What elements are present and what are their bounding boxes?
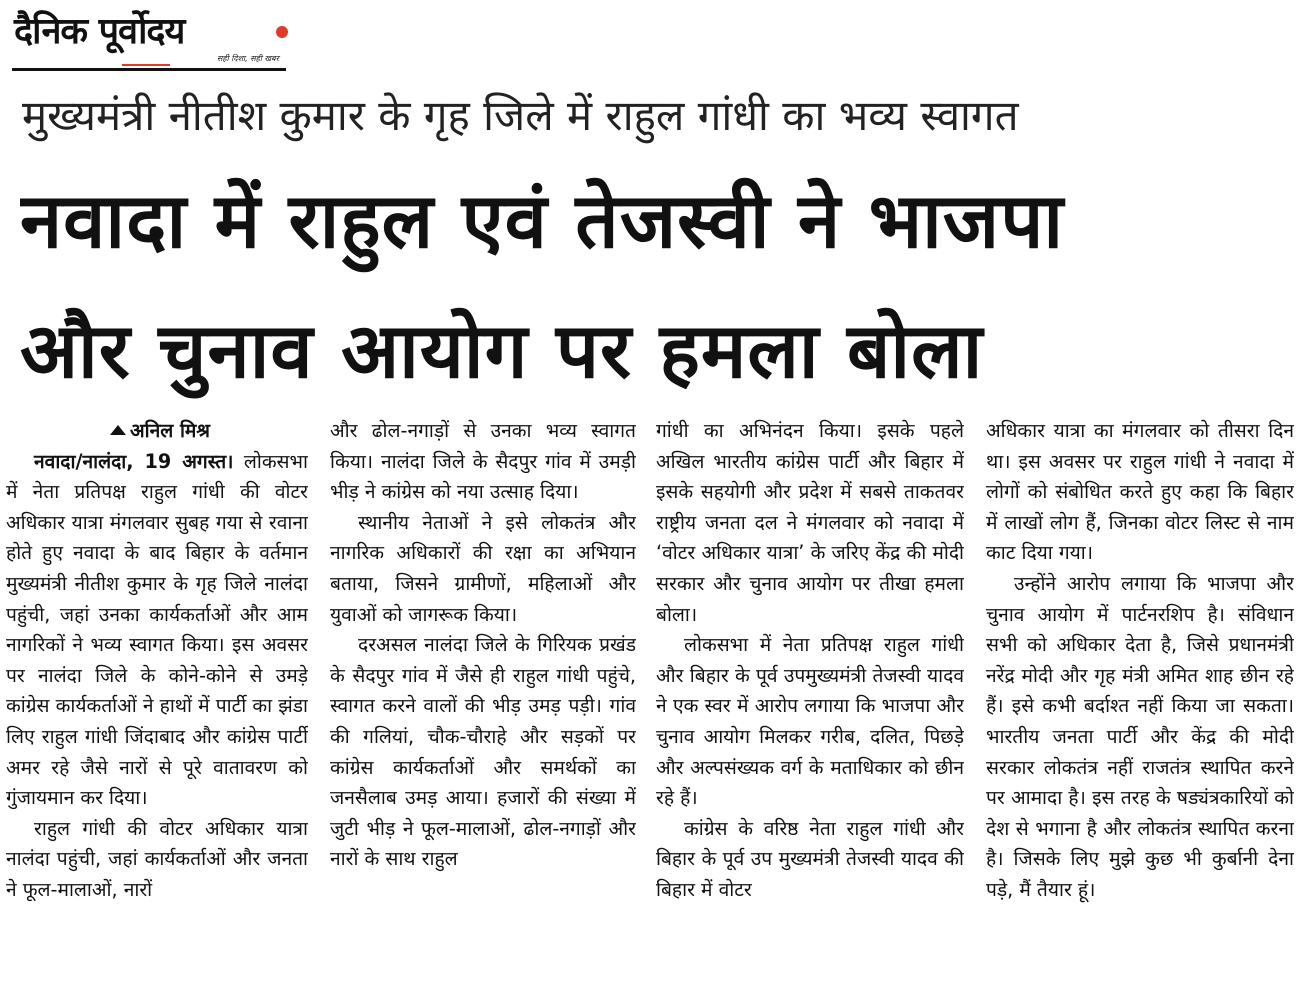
dateline: नवादा/नालंदा, 19 अगस्त। bbox=[34, 449, 234, 473]
headline-line-2: और चुनाव आयोग पर हमला बोला bbox=[20, 306, 984, 395]
article-column-3 bbox=[656, 416, 964, 999]
article-column-4 bbox=[986, 416, 1294, 999]
byline-triangle-icon bbox=[110, 425, 126, 435]
masthead-accent-rule bbox=[122, 64, 170, 66]
column-2-paragraph-1: और ढोल-नगाड़ों से उनका भव्य स्वागत किया। नालंदा जिले के सैदपुर गांव में उमड़ी भीड़ ने कांग्रेस को नया उत्साह दिया। bbox=[330, 419, 636, 504]
masthead-tagline: सही दिशा, सही खबर bbox=[217, 54, 279, 63]
column-3-paragraph-3: कांग्रेस के वरिष्ठ नेता राहुल गांधी और बिहार के पूर्व उप मुख्यमंत्री तेजस्वी यादव की बिहार में वोटर bbox=[656, 816, 964, 901]
column-2-paragraph-2: स्थानीय नेताओं ने इसे लोकतंत्र और नागरिक अधिकारों की रक्षा का अभियान बताया, जिसने ग्रामीणों, महिलाओं और युवाओं को जागरूक किया। bbox=[330, 510, 636, 626]
headline-line-1: नवादा में राहुल एवं तेजस्वी ने भाजपा bbox=[20, 176, 1065, 265]
column-1-paragraph-1 bbox=[6, 447, 308, 814]
column-3-paragraph-1: गांधी का अभिनंदन किया। इसके पहले अखिल भारतीय कांग्रेस पार्टी और बिहार में इसके सहयोगी और प्रदेश में सबसे ताकतवर राष्ट्रीय जनता दल ने मंगलवार को नवादा में ‘वोटर अधिकार यात्रा’ के जरिए केंद्र की मोदी सरकार और चुनाव आयोग पर तीखा हमला बोला। bbox=[656, 419, 964, 626]
masthead bbox=[12, 6, 286, 72]
article-column-2 bbox=[330, 416, 636, 999]
article-column-1 bbox=[6, 416, 308, 999]
column-1-paragraph-2: राहुल गांधी की वोटर अधिकार यात्रा नालंदा पहुंची, जहां कार्यकर्ताओं और जनता ने फूल-मालाओं, नारों bbox=[6, 816, 308, 901]
column-4-paragraph-1: अधिकार यात्रा का मंगलवार को तीसरा दिन था। इस अवसर पर राहुल गांधी ने नवादा में लोगों को संबोधित करते हुए कहा कि बिहार में लाखों लोग हैं, जिनका वोटर लिस्ट से नाम काट दिया गया। bbox=[986, 419, 1294, 565]
byline-author: अनिल मिश्र bbox=[130, 419, 210, 442]
column-1-paragraph-1-text: लोकसभा में नेता प्रतिपक्ष राहुल गांधी की वोटर अधिकार यात्रा मंगलवार सुबह गया से रवाना होते हुए नवादा के बाद बिहार के वर्तमान मुख्यमंत्री नीतीश कुमार के गृह जिले नालंदा पहुंची, जहां उनका कार्यकर्ताओं और आम नागरिकों ने भव्य स्वागत किया। इस अवसर पर नालंदा जिले के कोने-कोने से उमड़े कांग्रेस कार्यकर्ताओं ने हाथों में पार्टी का झंडा लिए राहुल गांधी जिंदाबाद और कांग्रेस पार्टी अमर रहे जैसे नारों से पूरे वातावरण को गुंजायमान कर दिया। bbox=[6, 449, 308, 810]
column-3-paragraph-2: लोकसभा में नेता प्रतिपक्ष राहुल गांधी और बिहार के पूर्व उपमुख्यमंत्री तेजस्वी यादव ने एक स्वर में आरोप लगाया कि भाजपा और चुनाव आयोग मिलकर गरीब, दलित, पिछड़े और अल्पसंख्यक वर्ग के मताधिकार को छीन रहे हैं। bbox=[656, 633, 964, 810]
masthead-rule bbox=[12, 68, 286, 71]
article-kicker: मुख्यमंत्री नीतीश कुमार के गृह जिले में राहुल गांधी का भव्य स्वागत bbox=[22, 91, 1019, 140]
masthead-dot-icon bbox=[276, 26, 288, 38]
byline bbox=[6, 416, 308, 447]
column-2-paragraph-3: दरअसल नालंदा जिले के गिरियक प्रखंड के सैदपुर गांव में जैसे ही राहुल गांधी पहुंचे, स्वागत करने वालों की भीड़ उमड़ पड़ी। गांव की गलियां, चौक-चौराहे और सड़कों पर कांग्रेस कार्यकर्ताओं और समर्थकों का जनसैलाब उमड़ आया। हजारों की संख्या में जुटी भीड़ ने फूल-मालाओं, ढोल-नगाड़ों और नारों के साथ राहुल bbox=[330, 633, 636, 871]
masthead-logo-text: दैनिक पूर्वोदय bbox=[14, 11, 185, 52]
column-4-paragraph-2: उन्होंने आरोप लगाया कि भाजपा और चुनाव आयोग में पार्टनरशिप है। संविधान सभी को अधिकार देता है, जिसे प्रधानमंत्री नरेंद्र मोदी और गृह मंत्री अमित शाह छीन रहे हैं। इसे कभी बर्दाश्त नहीं किया जा सकता। भारतीय जनता पार्टी और केंद्र की मोदी सरकार लोकतंत्र नहीं राजतंत्र स्थापित करने पर आमादा है। इस तरह के षड्यंत्रकारियों को देश से भगाना है और लोकतंत्र स्थापित करना है। जिसके लिए मुझे कुछ भी कुर्बानी देना पड़े, मैं तैयार हूं। bbox=[986, 571, 1294, 901]
